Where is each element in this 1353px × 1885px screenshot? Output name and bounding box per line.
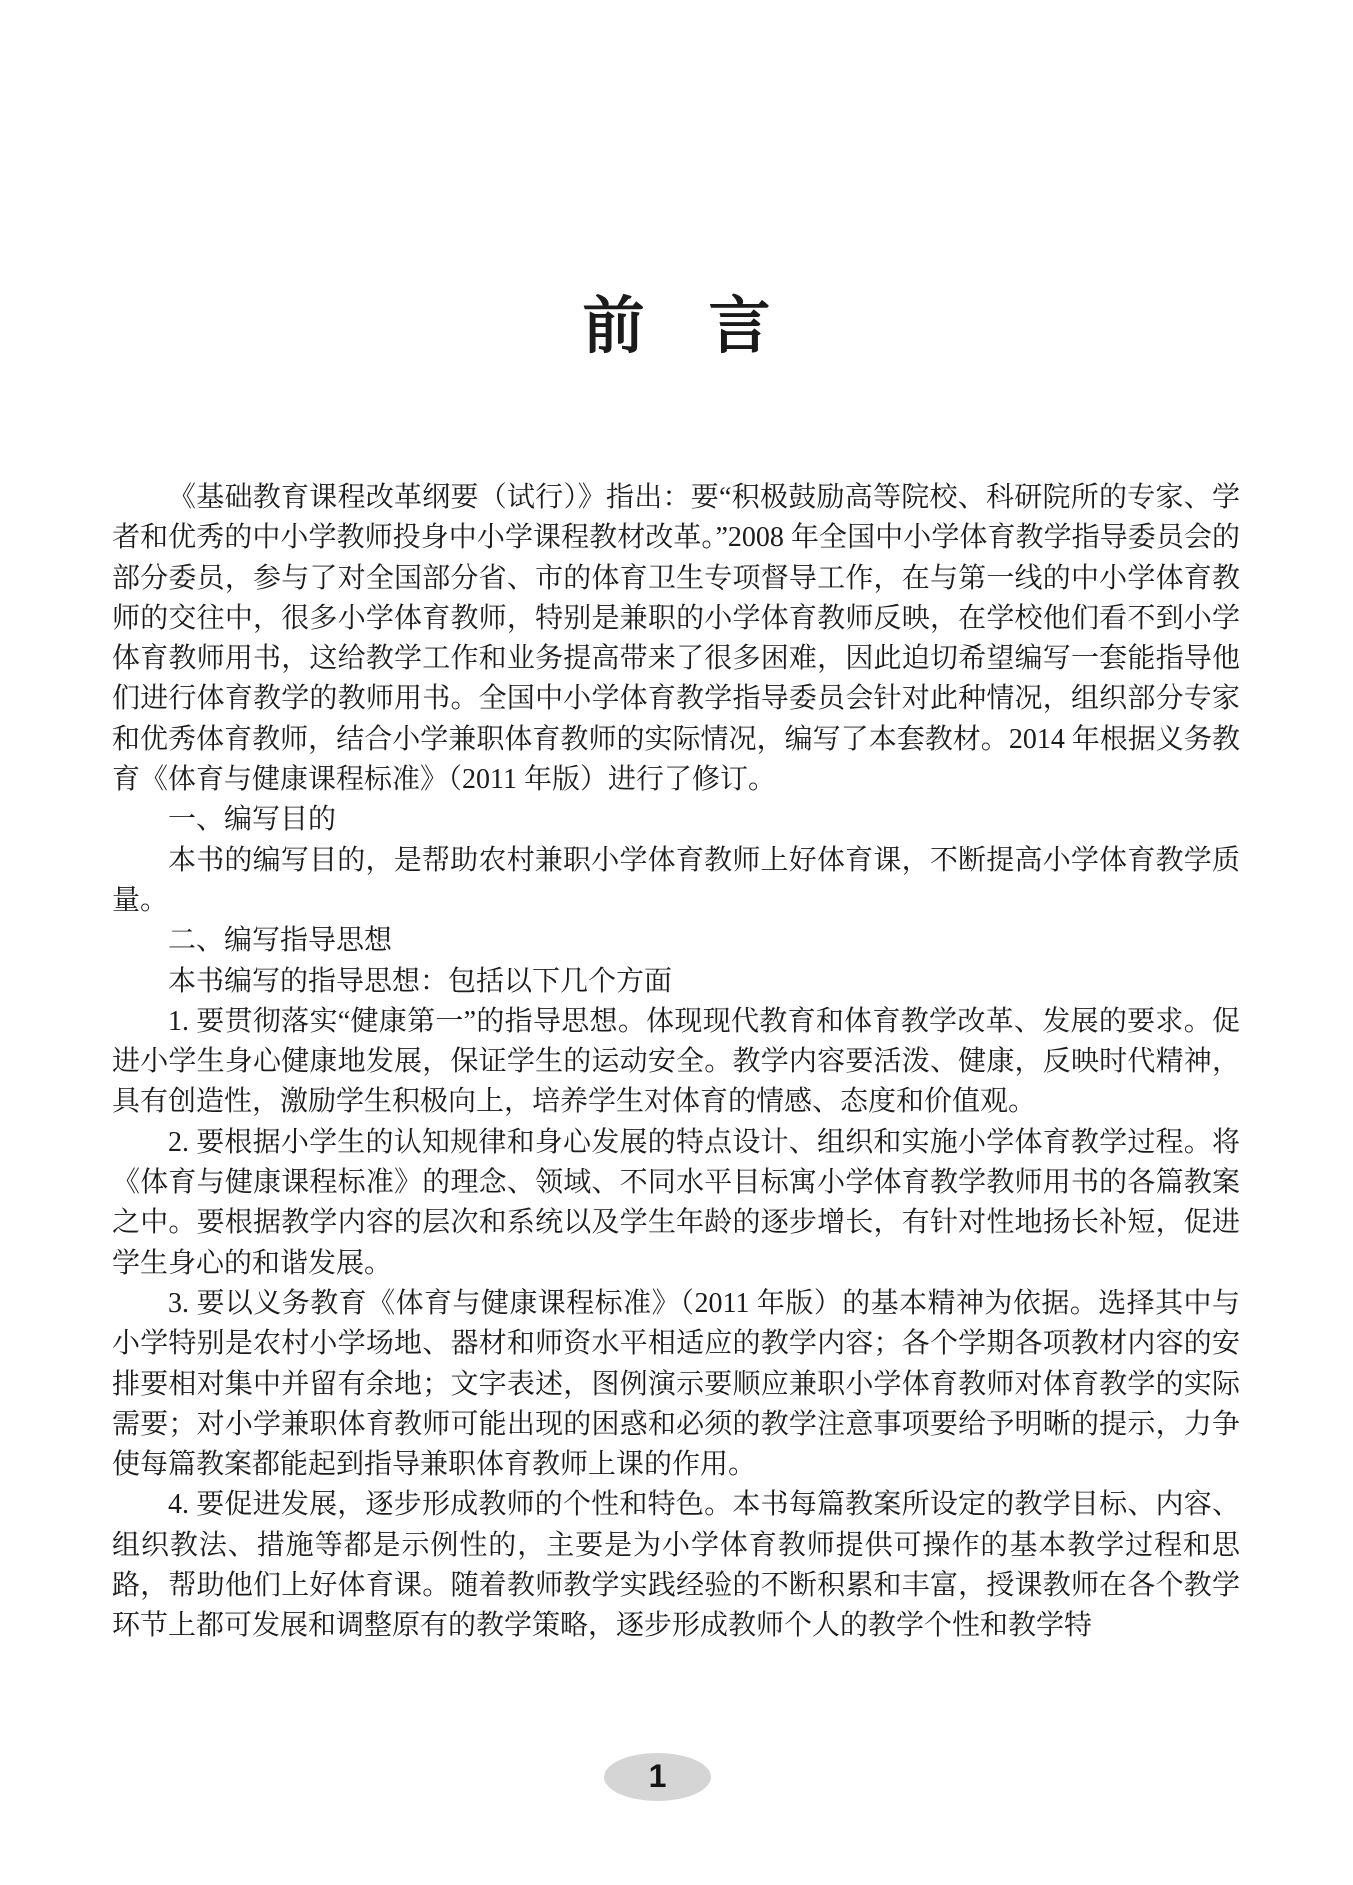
paragraph: 本书的编写目的，是帮助农村兼职小学体育教师上好体育课，不断提高小学体育教学质量。 — [112, 844, 1240, 916]
page-title-char-second: 言 — [708, 293, 771, 361]
paragraph: 2. 要根据小学生的认知规律和身心发展的特点设计、组织和实施小学体育教学过程。将《体育与健康课程标准》的理念、领域、不同水平目标寓小学体育教学教师用书的各篇教案之中。要根据教学内容的层次和系统以及学生年龄的逐步增长，有针对性地扬长补短，促进学生身心的和谐发展。 — [112, 1126, 1240, 1279]
paragraph: 一、编写目的 — [168, 804, 337, 836]
page-number: 1 — [648, 1757, 667, 1794]
page-title — [0, 293, 1353, 361]
preface-text — [112, 478, 1240, 1647]
paragraph: 本书编写的指导思想：包括以下几个方面 — [168, 965, 673, 997]
paragraph: 二、编写指导思想 — [168, 925, 393, 957]
paragraph: 《基础教育课程改革纲要（试行）》指出：要“积极鼓励高等院校、科研院所的专家、学者和优秀的中小学教师投身中小学课程教材改革。”2008 年全国中小学体育教学指导委员会的部分委员，参与了对全国部分省、市的体育卫生专项督导工作，在与第一线的中小学体育教师的交往中，很多小学体育教师，特别是兼职的小学体育教师反映，在学校他们看不到小学体育教师用书，这给教学工作和业务提高带来了很多困难，因此迫切希望编写一套能指导他们进行体育教学的教师用书。全国中小学体育教学指导委员会针对此种情况，组织部分专家和优秀体育教师，结合小学兼职体育教师的实际情况，编写了本套教材。2014 年根据义务教育《体育与健康课程标准》（2011 年版）进行了修订。 — [112, 482, 1240, 796]
page-title-char-first: 前 — [582, 293, 645, 361]
paragraph: 1. 要贯彻落实“健康第一”的指导思想。体现现代教育和体育教学改革、发展的要求。促进小学生身心健康地发展，保证学生的运动安全。教学内容要活泼、健康，反映时代精神，具有创造性，激励学生积极向上，培养学生对体育的情感、态度和价值观。 — [112, 1005, 1240, 1118]
paragraph: 3. 要以义务教育《体育与健康课程标准》（2011 年版）的基本精神为依据。选择其中与小学特别是农村小学场地、器材和师资水平相适应的教学内容；各个学期各项教材内容的安排要相对集中并留有余地；文字表述，图例演示要顺应兼职小学体育教师对体育教学的实际需要；对小学兼职体育教师可能出现的困惑和必须的教学注意事项要给予明晰的提示，力争使每篇教案都能起到指导兼职体育教师上课的作用。 — [112, 1287, 1240, 1481]
paragraph: 4. 要促进发展，逐步形成教师的个性和特色。本书每篇教案所设定的教学目标、内容、组织教法、措施等都是示例性的，主要是为小学体育教师提供可操作的基本教学过程和思路，帮助他们上好体育课。随着教师教学实践经验的不断积累和丰富，授课教师在各个教学环节上都可发展和调整原有的教学策略，逐步形成教师个人的教学个性和教学特 — [112, 1489, 1240, 1642]
page-number-badge — [604, 1753, 711, 1801]
